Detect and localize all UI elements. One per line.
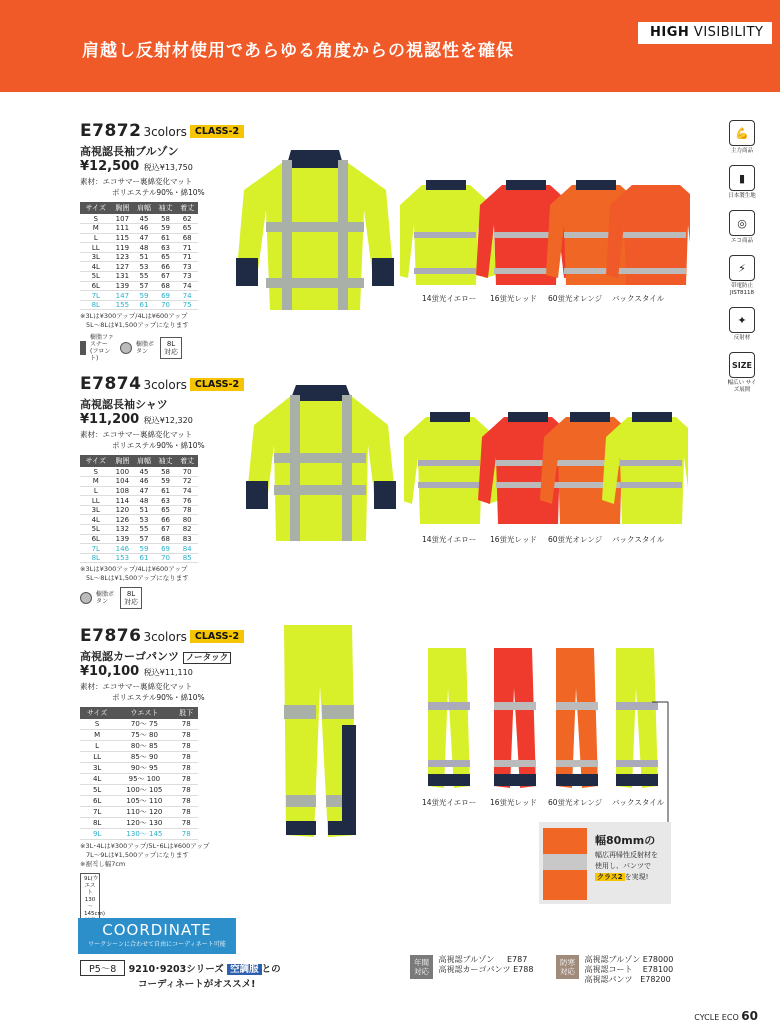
item-name: 高視認コート <box>584 965 633 974</box>
size-icon: SIZE <box>729 352 755 378</box>
table-row <box>80 730 198 741</box>
arm-icon: 💪 <box>729 120 755 146</box>
table-row <box>80 252 198 262</box>
caption-yellow: 14蛍光イエロー <box>422 535 477 544</box>
table-cell: 68 <box>176 233 198 243</box>
series-name: 9210･9203シリーズ <box>128 964 224 975</box>
table-cell: 85～ 90 <box>114 752 174 763</box>
product-code: E7872 <box>80 121 142 141</box>
table-cell: 70 <box>155 553 177 563</box>
material: 素材：エコサマー裏綿変化マット <box>80 682 193 691</box>
table-cell: 8L <box>80 553 112 563</box>
item-name: 高視認カーゴパンツ <box>438 965 511 974</box>
table-row <box>80 291 198 301</box>
table-cell: 70 <box>176 467 198 477</box>
table-cell: LL <box>80 243 112 253</box>
table-header: 肩幅 <box>133 455 155 467</box>
product-code: E7874 <box>80 374 142 394</box>
table-header: 着丈 <box>176 202 198 214</box>
category-label <box>638 20 772 44</box>
table-cell: 115 <box>112 233 134 243</box>
table-cell: M <box>80 477 112 487</box>
table-cell: 3L <box>80 505 112 515</box>
table-cell: 47 <box>133 486 155 496</box>
feature-8l: 8L対応 <box>160 337 182 359</box>
table-cell: 78 <box>175 741 198 752</box>
caption-yellow: 14蛍光イエロー <box>422 798 477 807</box>
series-tail: との <box>261 964 281 975</box>
table-cell: 68 <box>155 534 177 544</box>
caption-yellow: 14蛍光イエロー <box>422 294 477 303</box>
zipper-icon <box>80 341 86 355</box>
winter-tag: 防寒 対応 <box>556 955 579 979</box>
table-cell: 78 <box>175 785 198 796</box>
size-table <box>80 202 198 310</box>
table-cell: 61 <box>133 300 155 310</box>
table-cell: L <box>80 486 112 496</box>
page-ref: P5～8 <box>80 960 125 976</box>
table-cell: 53 <box>133 515 155 525</box>
callout-line <box>650 700 674 824</box>
table-cell: 8L <box>80 818 114 829</box>
product-e7874 <box>80 374 244 609</box>
table-row <box>80 300 198 310</box>
table-header: 袖丈 <box>155 455 177 467</box>
table-cell: 69 <box>155 544 177 554</box>
size-table <box>80 455 198 563</box>
reflective-zoom <box>539 822 671 904</box>
size-note: ※3L･4Lは¥300アップ/5L･6Lは¥600アップ <box>80 842 210 850</box>
table-cell: 57 <box>133 281 155 291</box>
table-cell: 90～ 95 <box>114 763 174 774</box>
feature-button: 樹脂ボタン <box>96 591 115 606</box>
table-header: 着丈 <box>176 455 198 467</box>
table-header: 股下 <box>175 707 198 719</box>
table-cell: 71 <box>176 252 198 262</box>
table-header: 肩幅 <box>133 202 155 214</box>
product-price-tax: 税込¥11,110 <box>143 668 193 677</box>
feature-row <box>80 334 244 362</box>
table-cell: 155 <box>112 300 134 310</box>
product-price: ¥12,500 <box>80 159 140 174</box>
zoom-line-4: を実現! <box>624 873 649 881</box>
table-cell: 7L <box>80 544 112 554</box>
zoom-image <box>543 828 587 900</box>
product-colors: 3colors <box>143 378 187 392</box>
table-cell: 78 <box>175 719 198 730</box>
coordinate-title: COORDINATE <box>102 921 212 939</box>
feature-icons <box>726 120 758 404</box>
table-row <box>80 224 198 234</box>
size-note: ※3Lは¥300アップ/4Lは¥600アップ <box>80 565 188 574</box>
table-cell: 4L <box>80 774 114 785</box>
icon-label: 日本製生地 <box>728 193 756 199</box>
item-code: E788 <box>513 965 534 974</box>
table-header: 袖丈 <box>155 202 177 214</box>
table-cell: 130～ 145 <box>114 829 174 840</box>
shirt-main-image <box>246 385 396 545</box>
table-row <box>80 233 198 243</box>
table-cell: 51 <box>133 252 155 262</box>
table-cell: 66 <box>155 262 177 272</box>
table-row <box>80 534 198 544</box>
material: 素材：エコサマー裏綿変化マット <box>80 430 193 439</box>
table-cell: 132 <box>112 525 134 535</box>
button-icon <box>80 592 92 604</box>
caption-orange: 60蛍光オレンジ <box>548 294 603 303</box>
table-cell: 58 <box>155 214 177 224</box>
table-cell: 3L <box>80 252 112 262</box>
japan-icon: ▮ <box>729 165 755 191</box>
material-composition: ポリエステル90%・綿10% <box>112 693 205 702</box>
zoom-line-2: 幅広再帰性反射材を <box>595 851 658 859</box>
table-cell: 62 <box>176 214 198 224</box>
table-cell: LL <box>80 752 114 763</box>
table-cell: S <box>80 467 112 477</box>
icon-label: エコ商品 <box>730 238 753 244</box>
table-cell: 85 <box>176 553 198 563</box>
size-note-2: 5L～8Lは¥1,500アップになります <box>86 574 189 583</box>
table-cell: 114 <box>112 496 134 506</box>
item-name: 高視認ブルゾン <box>584 955 641 964</box>
table-row <box>80 505 198 515</box>
table-cell: 131 <box>112 272 134 282</box>
table-cell: 57 <box>133 534 155 544</box>
item-code: E78200 <box>640 975 671 984</box>
winter-ref <box>556 955 673 985</box>
kucho-tag: 空調服 <box>227 964 262 975</box>
table-cell: 107 <box>112 214 134 224</box>
icon-label: 反射材 <box>733 335 751 341</box>
coordinate-subtitle: ワークシーンに合わせて自由にコーディネート可能 <box>88 941 226 948</box>
product-name: 高視認長袖シャツ <box>80 398 168 411</box>
table-row <box>80 818 198 829</box>
table-cell: 68 <box>155 281 177 291</box>
table-row <box>80 272 198 282</box>
year-round-tag: 年間 対応 <box>410 955 433 979</box>
table-cell: 78 <box>175 763 198 774</box>
table-cell: 80～ 85 <box>114 741 174 752</box>
table-cell: 80 <box>176 515 198 525</box>
caption-red: 16蛍光レッド <box>490 294 537 303</box>
table-row <box>80 281 198 291</box>
table-row <box>80 829 198 840</box>
table-cell: 78 <box>176 505 198 515</box>
table-cell: 83 <box>176 534 198 544</box>
table-header: サイズ <box>80 455 112 467</box>
item-code: E78000 <box>642 955 674 964</box>
table-cell: M <box>80 224 112 234</box>
table-cell: 65 <box>155 252 177 262</box>
table-cell: 120 <box>112 505 134 515</box>
lightning-icon: ⚡ <box>729 255 755 281</box>
item-code: E78100 <box>642 965 674 974</box>
product-price: ¥11,200 <box>80 412 140 427</box>
table-cell: 61 <box>155 486 177 496</box>
table-row <box>80 214 198 224</box>
button-icon <box>120 342 132 354</box>
table-header: 胸囲 <box>112 455 134 467</box>
size-note-3: ※裾직し幅7cm <box>80 860 126 868</box>
table-cell: LL <box>80 496 112 506</box>
footer-brand: CYCLE ECO <box>694 1013 739 1022</box>
product-name: 高視認カーゴパンツ <box>80 650 179 663</box>
item-name: 高視認ブルゾン <box>438 955 495 964</box>
table-cell: 59 <box>155 477 177 487</box>
table-cell: 147 <box>112 291 134 301</box>
table-cell: 3L <box>80 763 114 774</box>
table-cell: 45 <box>133 467 155 477</box>
table-cell: 146 <box>112 544 134 554</box>
table-cell: 78 <box>175 796 198 807</box>
table-row <box>80 262 198 272</box>
table-cell: 61 <box>155 233 177 243</box>
table-cell: 95～ 100 <box>114 774 174 785</box>
table-cell: 48 <box>133 496 155 506</box>
size-note-2: 5L～8Lは¥1,500アップになります <box>86 321 189 330</box>
material-composition: ポリエステル90%・綿10% <box>112 441 205 450</box>
caption-red: 16蛍光レッド <box>490 535 537 544</box>
table-cell: L <box>80 233 112 243</box>
year-round-ref <box>410 955 533 979</box>
table-cell: 66 <box>155 515 177 525</box>
table-cell: 70～ 75 <box>114 719 174 730</box>
table-header: サイズ <box>80 707 114 719</box>
table-cell: 71 <box>176 243 198 253</box>
page-footer <box>694 1009 758 1023</box>
table-cell: 6L <box>80 796 114 807</box>
table-header: 胸囲 <box>112 202 134 214</box>
page-number: 60 <box>741 1009 758 1023</box>
table-cell: 7L <box>80 291 112 301</box>
page-title: 肩越し反射材使用であらゆる角度からの視認性を確保 <box>82 41 514 61</box>
size-table <box>80 707 198 840</box>
table-header: ウエスト <box>114 707 174 719</box>
table-row <box>80 763 198 774</box>
table-cell: 78 <box>175 730 198 741</box>
table-cell: 127 <box>112 262 134 272</box>
table-cell: 45 <box>133 214 155 224</box>
table-row <box>80 719 198 730</box>
table-cell: 139 <box>112 281 134 291</box>
table-cell: S <box>80 214 112 224</box>
table-cell: 65 <box>176 224 198 234</box>
table-cell: 72 <box>176 477 198 487</box>
product-e7872 <box>80 121 244 362</box>
coordinate-banner <box>78 918 236 954</box>
table-cell: 126 <box>112 515 134 525</box>
table-cell: 59 <box>133 291 155 301</box>
caption-red: 16蛍光レッド <box>490 798 537 807</box>
table-cell: 4L <box>80 262 112 272</box>
table-cell: 53 <box>133 262 155 272</box>
table-cell: 9L <box>80 829 114 840</box>
table-cell: 120～ 130 <box>114 818 174 829</box>
table-cell: 104 <box>112 477 134 487</box>
table-cell: S <box>80 719 114 730</box>
table-row <box>80 807 198 818</box>
table-cell: 78 <box>175 807 198 818</box>
class-badge: CLASS-2 <box>190 378 244 391</box>
table-cell: 5L <box>80 525 112 535</box>
table-cell: 67 <box>155 272 177 282</box>
caption-orange: 60蛍光オレンジ <box>548 535 603 544</box>
table-cell: 65 <box>155 505 177 515</box>
feature-row <box>80 587 244 609</box>
table-cell: 75 <box>176 300 198 310</box>
table-cell: 8L <box>80 300 112 310</box>
caption-back: バックスタイル <box>612 294 665 303</box>
table-cell: 73 <box>176 272 198 282</box>
jacket-color-variants <box>400 180 690 290</box>
table-cell: 110～ 120 <box>114 807 174 818</box>
product-colors: 3colors <box>143 125 187 139</box>
table-cell: 7L <box>80 807 114 818</box>
table-cell: 119 <box>112 243 134 253</box>
product-price-tax: 税込¥12,320 <box>143 416 193 425</box>
table-row <box>80 515 198 525</box>
table-cell: 100～ 105 <box>114 785 174 796</box>
category-bold: HIGH <box>650 25 690 40</box>
globe-icon: ◎ <box>729 210 755 236</box>
product-code: E7876 <box>80 626 142 646</box>
header-banner <box>0 0 780 92</box>
table-cell: 59 <box>133 544 155 554</box>
feature-9l: 9L(ウエスト130～145cm) <box>80 873 100 928</box>
product-name: 高視認長袖ブルゾン <box>80 145 179 158</box>
table-row <box>80 525 198 535</box>
table-cell: 6L <box>80 534 112 544</box>
table-cell: 5L <box>80 785 114 796</box>
caption-back: バックスタイル <box>612 798 665 807</box>
product-colors: 3colors <box>143 630 187 644</box>
table-cell: 153 <box>112 553 134 563</box>
series-line-2: コーディネートがオススメ! <box>138 979 256 990</box>
table-row <box>80 467 198 477</box>
table-cell: 123 <box>112 252 134 262</box>
class-badge: CLASS-2 <box>190 125 244 138</box>
feature-8l: 8L対応 <box>120 587 142 609</box>
table-cell: 59 <box>155 224 177 234</box>
table-cell: 48 <box>133 243 155 253</box>
size-note-2: 7L～9Lは¥1,500アップになります <box>86 851 189 859</box>
material: 素材：エコサマー裏綿変化マット <box>80 177 193 186</box>
table-cell: 4L <box>80 515 112 525</box>
table-cell: 58 <box>155 467 177 477</box>
category-text: VISIBILITY <box>693 25 764 40</box>
sparkle-icon: ✦ <box>729 307 755 333</box>
table-cell: 108 <box>112 486 134 496</box>
item-code: E787 <box>506 955 528 964</box>
table-row <box>80 774 198 785</box>
table-cell: 47 <box>133 233 155 243</box>
table-row <box>80 243 198 253</box>
table-row <box>80 553 198 563</box>
table-cell: 6L <box>80 281 112 291</box>
zoom-text <box>595 850 658 883</box>
no-tuck-tag: ノータック <box>183 652 231 664</box>
table-cell: 78 <box>175 818 198 829</box>
shirt-color-variants <box>404 412 688 530</box>
table-cell: L <box>80 741 114 752</box>
size-note: ※3Lは¥300アップ/4Lは¥600アップ <box>80 312 188 321</box>
pants-color-variants <box>424 648 668 788</box>
table-cell: 63 <box>155 243 177 253</box>
table-cell: 76 <box>176 496 198 506</box>
jacket-main-image <box>236 150 394 316</box>
table-row <box>80 477 198 487</box>
table-cell: 55 <box>133 272 155 282</box>
zoom-line-3: 使用し、パンツで <box>595 862 651 870</box>
table-row <box>80 752 198 763</box>
table-cell: 74 <box>176 281 198 291</box>
caption-back: バックスタイル <box>612 535 665 544</box>
product-e7876 <box>80 626 244 928</box>
table-cell: 55 <box>133 525 155 535</box>
table-cell: 61 <box>133 553 155 563</box>
class-badge: CLASS-2 <box>190 630 244 643</box>
table-cell: 139 <box>112 534 134 544</box>
table-row <box>80 496 198 506</box>
table-row <box>80 544 198 554</box>
table-cell: 111 <box>112 224 134 234</box>
table-cell: 63 <box>155 496 177 506</box>
icon-label: 帯電防止 JIST8118 <box>729 283 755 296</box>
table-cell: 46 <box>133 477 155 487</box>
table-cell: 105～ 110 <box>114 796 174 807</box>
coordinate-series <box>80 960 281 990</box>
table-row <box>80 796 198 807</box>
zoom-headline: 幅80mmの <box>595 834 656 847</box>
table-cell: 69 <box>155 291 177 301</box>
table-cell: 74 <box>176 291 198 301</box>
table-cell: 100 <box>112 467 134 477</box>
table-cell: 73 <box>176 262 198 272</box>
product-price-tax: 税込¥13,750 <box>143 163 193 172</box>
table-cell: 78 <box>175 752 198 763</box>
table-cell: 51 <box>133 505 155 515</box>
table-cell: 46 <box>133 224 155 234</box>
pants-main-image <box>280 625 360 840</box>
table-cell: 67 <box>155 525 177 535</box>
table-cell: 78 <box>175 774 198 785</box>
feature-button: 樹脂ボタン <box>136 341 155 356</box>
class2-tag: クラス2 <box>597 873 623 881</box>
icon-label: 主力商品 <box>730 148 753 154</box>
icon-label: 幅広い サイズ展開 <box>727 380 757 393</box>
table-cell: 78 <box>175 829 198 840</box>
table-cell: 74 <box>176 486 198 496</box>
table-row <box>80 741 198 752</box>
feature-zipper: 樹脂ファスナー(フロント) <box>90 334 114 363</box>
table-cell: 75～ 80 <box>114 730 174 741</box>
product-price: ¥10,100 <box>80 664 140 679</box>
table-row <box>80 785 198 796</box>
table-row <box>80 486 198 496</box>
material-composition: ポリエステル90%・綿10% <box>112 188 205 197</box>
table-header: サイズ <box>80 202 112 214</box>
table-cell: 82 <box>176 525 198 535</box>
caption-orange: 60蛍光オレンジ <box>548 798 603 807</box>
table-cell: 5L <box>80 272 112 282</box>
table-cell: M <box>80 730 114 741</box>
table-cell: 70 <box>155 300 177 310</box>
table-cell: 84 <box>176 544 198 554</box>
item-name: 高視認パンツ <box>584 975 633 984</box>
